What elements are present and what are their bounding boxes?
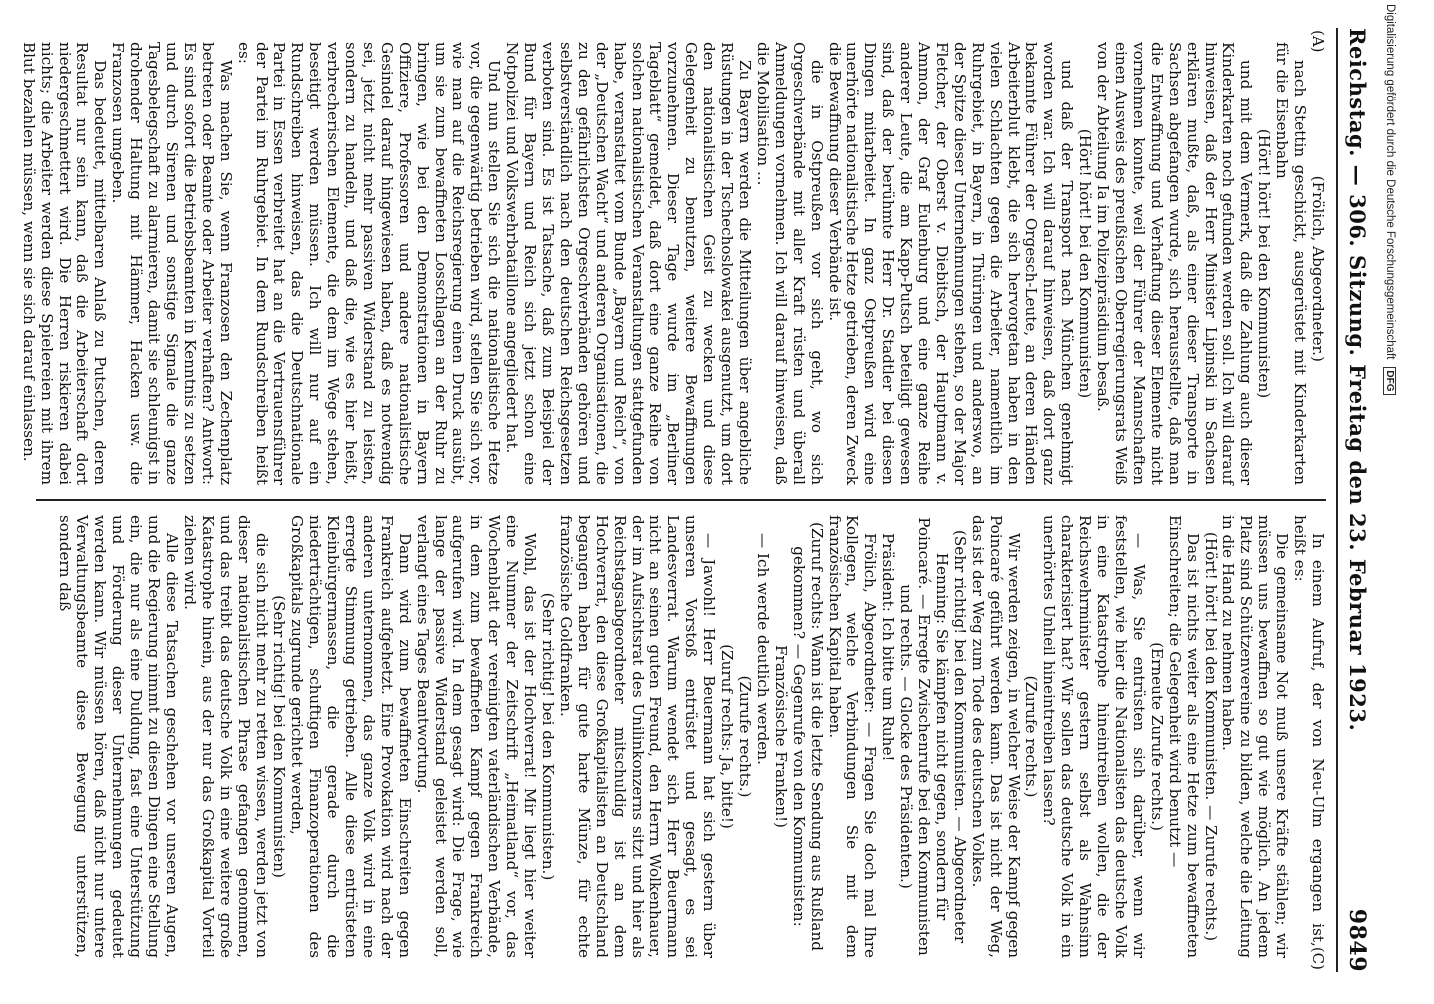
paragraph: Und nun stellen Sie sich die nationalistische Hetze vor, die gegenwärtig betrieben wird, stellen Sie sich vor, wie man auf die Reichsregierung einen Druck ausübt, um sie zum bewaffneten Losschlagen an der Ruhr zu bringen, wie bei den Demonstrationen in Bayern Offiziere, Professoren und andere nationalistische Gesindel darauf hingewiesen haben, daß es notwendig sei, jetzt nicht mehr passiven Widerstand zu leisten, sondern zu handeln, und daß die, wie es hier heißt, verbrecherischen Elemente, die dem im Wege stehen, beseitigt werden müssen. Ich will nur auf ein Rundschreiben hinweisen, das die Deutschnationale Partei in Essen verbreitet hat an die Vertrauensführer der Partei im Ruhrgebiet. In dem Rundschreiben heißt es: (234, 42, 504, 485)
footer-credit (1380, 0, 1400, 1004)
paragraph: die in Ostpreußen vor sich geht, wo sich Orgeschverbände mit aller Kraft rüsten und überall Anmeldungen vornehmen. Ich will darauf hinweisen, daß die Mobilisation ... (753, 42, 826, 485)
paragraph: (Hört! hört! bei den Kommunisten) (1255, 128, 1274, 399)
paragraph: Das bedeutet, mittelbaren Anlaß zu Putschen, deren Resultat nur sein kann, daß die Arbeiterschaft dort niedergeschmettert wird. Die Herren riskieren dabei nichts; die Arbeiter werden diese Spielereien mit ihrem Blut bezahlen müssen, wenn sie sich darauf einlassen. (19, 42, 110, 485)
paragraph: und mit dem Vermerk, daß die Zahlung auch dieser Kinderkarten noch gefunden werden soll. Ich will darauf hinweisen, daß der Herr Minister Lipinski in Sachsen erklären mußte, daß, als einer dieser Transporte in Sachsen abgefangen wurde, sich herausstellte, daß man die Entwaffnung und Verhaftung dieser Elemente nicht vornehmen konnte, weil der Führer der Mannschaften einen Ausweis des preußischen Oberregierungsrats Weiß von der Abteilung Ia im Polizeipräsidium besaß. (1094, 42, 1256, 485)
paragraph: (Zuruf rechts: Ja, bitte!) (718, 644, 737, 829)
paragraph: Präsident: Ich bitte um Ruhe! (879, 533, 898, 762)
paragraph: (Zurufe rechts.) (1022, 675, 1041, 798)
paragraph: Wir werden zeigen, in welcher Weise der Kampf gegen Poincaré geführt werden kann. Das ist nicht der Weg, das ist der Weg zum Tode des deutschen Volkes. (968, 515, 1023, 958)
paragraph: (Zurufe rechts.) (736, 675, 754, 798)
paragraph: (Sehr richtig! bei den Kommunisten. — Abgeordneter Henning: Sie kämpfen nicht gegen, sondern für Poincaré. — Erregte Zwischenrufe bei den Kommunisten und rechts. — Glocke des Präsidenten.) (897, 517, 969, 956)
margin-mark-a: (A) (1309, 30, 1327, 53)
paragraph: (Hört! hört! bei den Kommunisten. — Zurufe rechts.) (1201, 531, 1220, 942)
dfg-logo: DFG (1384, 367, 1397, 394)
paragraph: Alle diese Tatsachen geschehen vor unseren Augen, und die Regierung nimmt zu diesen Dingen eine Stellung ein, die nur als eine Duldung, fast eine Unterstützung und Förderung dieser Unternehmungen gedeutet werden kann. Wir müssen hören, daß nicht nur untere Verwaltungsbeamte diese Bewegung unterstützen, sondern daß (55, 515, 181, 958)
header-title: Reichstag. — 306. Sitzung. Freitag den 23. Februar 1923. (1345, 28, 1370, 732)
paragraph: nach Stettin geschickt, ausgerüstet mit Kinderkarten für die Eisenbahn (1273, 42, 1310, 485)
paragraph: Dann wird zum bewaffneten Einschreiten gegen Frankreich aufgehetzt. Eine Provokation wird nach der anderen unternommen, das ganze Volk wird in eine erregte Stimmung getrieben. Alle diese entrüsteten Kleinbürgermassen, die gerade durch die niederträchtigen, schuftigen Finanzoperationen des Großkapitals zugrunde gerichtet werden, (288, 515, 414, 958)
speaker-line: (Frölich, Abgeordneter.) (1309, 175, 1327, 362)
paragraph: — Jawohl! Herr Beuermann hat sich gestern über unseren Vorstoß entrüstet und gesagt, es sei Landesverrat. Warum wendet sich Herr Beuermann nicht an seinen guten Freund, den Herrn Wolkenhauer, der im Aufsichtsrat des Unilinkonzerns sitzt und hier als Reichstagsabgeordneter mitschuldig ist an dem Hochverrat, den diese Großkapitalisten an Deutschland begangen haben für gute harte Münze, für echte französische Goldfranken. (556, 515, 719, 958)
paragraph: Die gemeinsame Not muß unsere Kräfte stählen; wir müssen uns bewaffnen so gut wie möglich. An jedem Platz sind Schützenvereine zu bilden, welche die Leitung in die Hand zu nehmen haben. (1219, 515, 1292, 958)
paragraph: (Erneute Zurufe rechts.) (1147, 642, 1166, 831)
paragraph: Zu Bayern werden die Mitteilungen über angebliche Rüstungen in der Tschechoslowakei ausgenutzt, um dort den nationalistischen Geist zu wecken und diese Gelegenheit zu benutzen, weitere Bewaffnungen vorzunehmen. Dieser Tage wurde im „Berliner Tageblatt“ gemeldet, daß dort eine ganze Reihe von solchen nationalistischen Veranstaltungen stattgefunden habe, veranstaltet vom Bunde „Bayern und Reich“, von der „Deutschen Wacht“ und anderen Organisationen, die zu den gefährlichsten Orgeschverbänden gehören und selbstverständlich nach den deutschen Reichsgesetzen verboten sind. Es ist Tatsache, daß zum Beispiel der Bund für Bayern und Reich sich jetzt schon eine Notpolizei und Volkswehrbataillone angegliedert hat. (503, 42, 754, 485)
paragraph: die sich nicht mehr zu retten wissen, werden jetzt von dieser nationalistischen Phrase gefangen genommen, und das treibt das deutsche Volk in eine weitere große Katastrophe hinein, aus der nur das Großkapital Vorteil ziehen wird. (180, 515, 271, 958)
paragraph: Was machen Sie, wenn Franzosen den Zechenplatz betreten oder Beamte oder Arbeiter verhaften? Antwort: Es sind sofort die Betriebsbeamten in Kenntnis zu setzen und durch Sirenen und sonstige Signale die ganze Tagesbelegschaft zu alarmieren, damit sie schleunigst in drohender Haltung mit Hämmer, Hacken usw. die Franzosen umgeben. (109, 42, 235, 485)
paragraph: Frölich, Abgeordneter: — Fragen Sie doch mal Ihre Kollegen, welche Verbindungen Sie mit dem französischen Kapital haben. (825, 515, 880, 958)
paragraph: (Sehr richtig! bei den Kommunisten.) (539, 592, 558, 881)
margin-mark-c: (C) (1309, 946, 1327, 970)
left-column (19, 28, 1327, 499)
footer-text: Digitalisierung gefördert durch die Deutsche Forschungsgemeinschaft (1384, 4, 1396, 360)
page-number: 9849 (1344, 908, 1370, 972)
paragraph: — Was, Sie entrüsten sich darüber, wenn wir feststellen, wie hier die Nationalisten das deutsche Volk in eine Katastrophe hineintreiben wollen, die der Reichswehrminister gestern selbst als Wahnsinn charakterisiert hat? Wir sollen das deutsche Volk in ein unerhörtes Unheil hineintreiben lassen? (1040, 515, 1148, 958)
paragraph: Das ist nichts weiter als eine Hetze zum bewaffneten Einschreiten; die Gelegenheit wird benutzt — (1165, 515, 1202, 958)
paragraph: In einem Aufruf, der von Neu-Ulm ergangen ist, heißt es: (1291, 515, 1327, 947)
right-column (36, 501, 1326, 972)
paragraph: (Hört! hört! bei den Kommunisten) (1076, 128, 1095, 399)
paragraph: — Ich werde deutlich werden. (753, 533, 772, 765)
paragraph: (Zuruf rechts: Wann ist die letzte Sendung aus Rußland gekommen? — Gegenrufe von den Kommunisten: Französische Franken!) (771, 522, 826, 951)
page-header (1336, 28, 1370, 972)
paragraph: Wohl, das ist der Hochverrat! Mir liegt hier weiter eine Nummer der Zeitschrift „Heimatland“ vor, das Wochenblatt der vereinigten vaterländischen Verbände, in dem zum bewaffneten Kampf gegen Frankreich aufgerufen wird. In dem gesagt wird: Die Frage, wie lange der passive Widerstand geleistet werden soll, verlangt eines Tages Beantwortung. (413, 515, 540, 958)
paragraph: und daß der Transport nach München genehmigt worden war. Ich will darauf hinweisen, daß dort ganz bekannte Führer der Orgesch-Leute, an deren Händen Arbeiterblut klebt, die sich hervorgetan haben in den vielen Schlachten gegen die Arbeiter, namentlich im Ruhrgebiet, in Bayern, in Thüringen und anderswo, an der Spitze dieser Unternehmungen stehen, so der Major Fletcher, der Oberst v. Diebitsch, der Hauptmann v. Ammon, der Graf Eulenburg und eine ganze Reihe anderer Leute, die am Kapp-Putsch beteiligt gewesen sind, daß der berühmte Herr Dr. Stadtler bei diesen Dingen mitarbeitet. In ganz Ostpreußen wird eine unerhörte nationalistische Hetze getrieben, deren Zweck die Bewaffnung dieser Verbände ist. (825, 42, 1077, 485)
paragraph: (Sehr richtig! bei den Kommunisten) (270, 595, 289, 878)
